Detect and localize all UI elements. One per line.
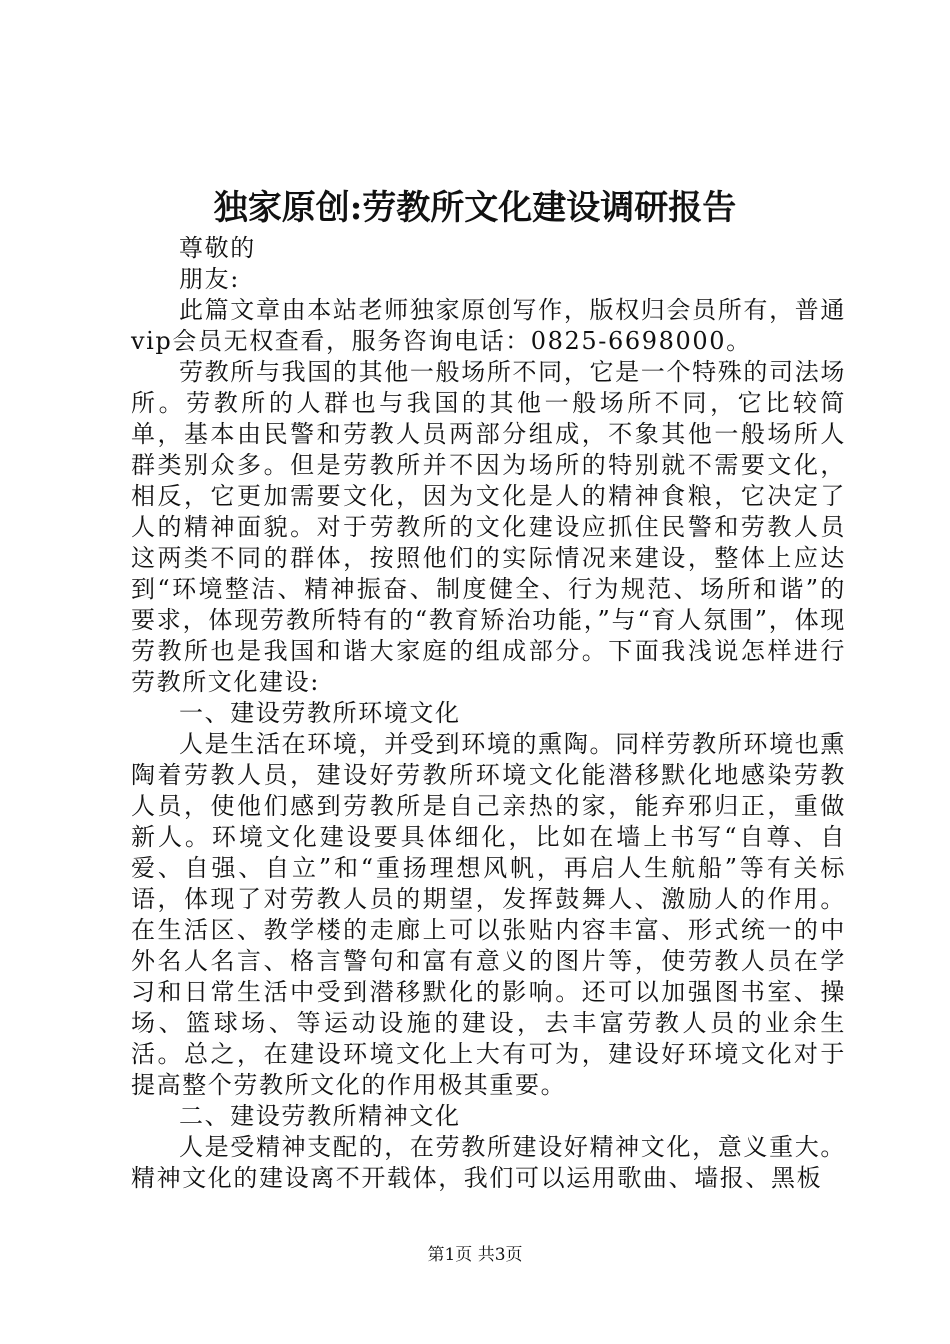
page-footer: 第1页 共3页 xyxy=(427,1245,523,1265)
intro-paragraph: 劳教所与我国的其他一般场所不同，它是一个特殊的司法场所。劳教所的人群也与我国的其他一般场所不同，它比较简单，基本由民警和劳教人员两部分组成，不象其他一般场所人群类别众多。但是劳教所并不因为场所的特别就不需要文化，相反，它更加需要文化，因为文化是人的精神食粮，它决定了人的精神面貌。对于劳教所的文化建设应抓住民警和劳教人员这两类不同的群体，按照他们的实际情况来建设，整体上应达到“环境整洁、精神振奋、制度健全、行为规范、场所和谐”的要求，体现劳教所特有的“教育矫治功能，”与“育人氛围”，体现劳教所也是我国和谐大家庭的组成部分。下面我浅说怎样进行劳教所文化建设: xyxy=(131,358,846,696)
document-title: 独家原创:劳教所文化建设调研报告 xyxy=(213,188,737,228)
document-body xyxy=(131,233,846,1194)
greeting-line-1: 尊敬的 xyxy=(179,234,256,262)
section-1-paragraph: 人是生活在环境，并受到环境的熏陶。同样劳教所环境也熏陶着劳教人员，建设好劳教所环境文化能潜移默化地感染劳教人员，使他们感到劳教所是自己亲热的家，能弃邪归正，重做新人。环境文化建设要具体细化，比如在墙上书写“自尊、自爱、自强、自立”和“重扬理想风帆，再启人生航船”等有关标语，体现了对劳教人员的期望，发挥鼓舞人、激励人的作用。在生活区、教学楼的走廊上可以张贴内容丰富、形式统一的中外名人名言、格言警句和富有意义的图片等，使劳教人员在学习和日常生活中受到潜移默化的影响。还可以加强图书室、操场、篮球场、等运动设施的建设，去丰富劳教人员的业余生活。总之，在建设环境文化上大有可为，建设好环境文化对于提高整个劳教所文化的作用极其重要。 xyxy=(131,730,846,1099)
section-2-paragraph: 人是受精神支配的，在劳教所建设好精神文化，意义重大。精神文化的建设离不开载体，我们可以运用歌曲、墙报、黑板 xyxy=(131,1133,846,1192)
section-2-heading: 二、建设劳教所精神文化 xyxy=(179,1102,461,1130)
greeting-line-2: 朋友: xyxy=(179,265,240,293)
copyright-notice-paragraph: 此篇文章由本站老师独家原创写作，版权归会员所有，普通vip会员无权查看，服务咨询电话：0825-6698000。 xyxy=(131,296,846,355)
section-1-heading: 一、建设劳教所环境文化 xyxy=(179,699,461,727)
